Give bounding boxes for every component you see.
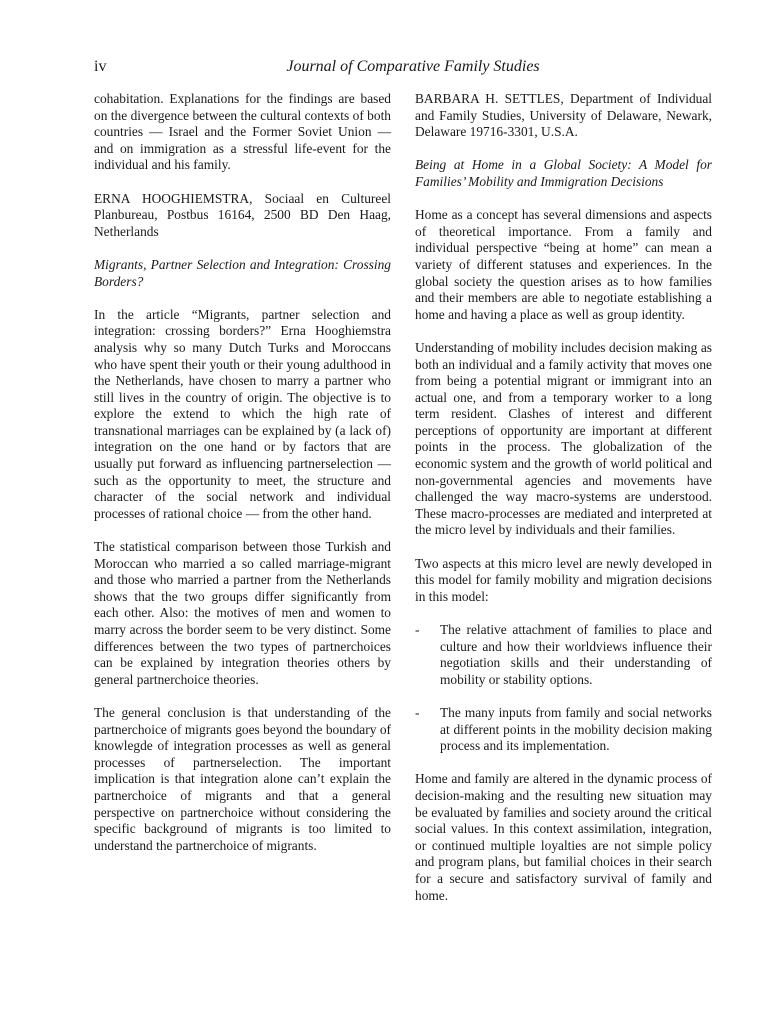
paragraph: Home as a concept has several dimensions and aspects of theoretical importance. From a family and individual perspective “being at home” can mean a variety of different statuses and experiences. In the global society the question arises as to how families and their members are able to negotiate establishing a home and having a place as well as group identity. xyxy=(415,207,712,322)
author-affiliation: BARBARA H. SETTLES, Department of Individual and Family Studies, University of Delaware, Newark, Delaware 19716-3301, U.S.A. xyxy=(415,91,712,140)
paragraph: Two aspects at this micro level are newly developed in this model for family mobility and migration decisions in this model: xyxy=(415,555,712,604)
right-column xyxy=(415,91,712,921)
paragraph: cohabitation. Explanations for the findings are based on the divergence between the cultural contexts of both countries — Israel and the Former Soviet Union — and on immigration as a stressful life-event for the individual and his family. xyxy=(94,91,391,173)
paragraph: The statistical comparison between those Turkish and Moroccan who married a so called marriage-migrant and those who married a partner from the Netherlands shows that the two groups differ significantly from each other. Also: the motives of men and women to marry across the border seem to be very distinct. Some differences between the two types of partnerchoices can be explained by integration theories others by general partnerchoice theories. xyxy=(94,539,391,687)
left-column xyxy=(94,91,391,871)
page-number: iv xyxy=(94,58,107,75)
paragraph: In the article “Migrants, partner selection and integration: crossing borders?” Erna Hooghiemstra analysis why so many Dutch Turks and Moroccans who have spent their youth or their young adulthood in the Netherlands, have chosen to marry a partner who still lives in the country of origin. The objective is to explore the extend to which the high rate of transnational marriages can be explained by (a lack of) integration on the one hand or by factors that are usually put forward as influencing partnerselection — such as the opportunity to meet, the structure and character of the social network and individual processes of rational choice — from the other hand. xyxy=(94,306,391,521)
bullet-marker: - xyxy=(415,704,420,720)
article-title: Migrants, Partner Selection and Integration: Crossing Borders? xyxy=(94,256,391,289)
bullet-marker: - xyxy=(415,622,420,637)
paragraph: Understanding of mobility includes decision making as both an individual and a family activity that moves one from being a potential migrant or immigrant into an actual one, and from a temporary worker to a long term resident. Clashes of interest and different perceptions of opportunity are important at different points in the process. The globalization of the economic system and the growth of world political and non-governmental agencies and movements have challenged the way macro-systems are understood. These macro-processes are mediated and interpreted at the micro level by individuals and their families. xyxy=(415,339,712,538)
list-item xyxy=(415,705,712,755)
list-item xyxy=(415,622,712,688)
list-item-text: The relative attachment of families to place and culture and how their worldviews influence their negotiation skills and their understanding of mobility or stability options. xyxy=(440,622,712,687)
article-title: Being at Home in a Global Society: A Model for Families’ Mobility and Immigration Decisions xyxy=(415,157,712,189)
running-header xyxy=(94,58,712,82)
paragraph: Home and family are altered in the dynamic process of decision-making and the resulting new situation may be evaluated by families and society around the critical social values. In this context assimilation, integration, or continued multiple loyalties are not simple policy and program plans, but familial choices in their search for a secure and satisfactory survival of family and home. xyxy=(415,771,712,903)
journal-title: Journal of Comparative Family Studies xyxy=(286,58,540,75)
bullet-list xyxy=(415,622,712,755)
author-affiliation: ERNA HOOGHIEMSTRA, Sociaal en Cultureel Planbureau, Postbus 16164, 2500 BD Den Haag, Netherlands xyxy=(94,190,391,239)
paragraph: The general conclusion is that understanding of the partnerchoice of migrants goes beyond the boundary of knowlegde of integration processes as well as general processes of partnerselection. The important implication is that integration alone can’t explain the partnerchoice of migrants and that a general perspective on partnerchoice without considering the specific background of migrants is too limited to understand the partnerchoice of migrants. xyxy=(94,704,391,853)
list-item-text: The many inputs from family and social networks at different points in the mobility decision making process and its implementation. xyxy=(440,704,712,754)
